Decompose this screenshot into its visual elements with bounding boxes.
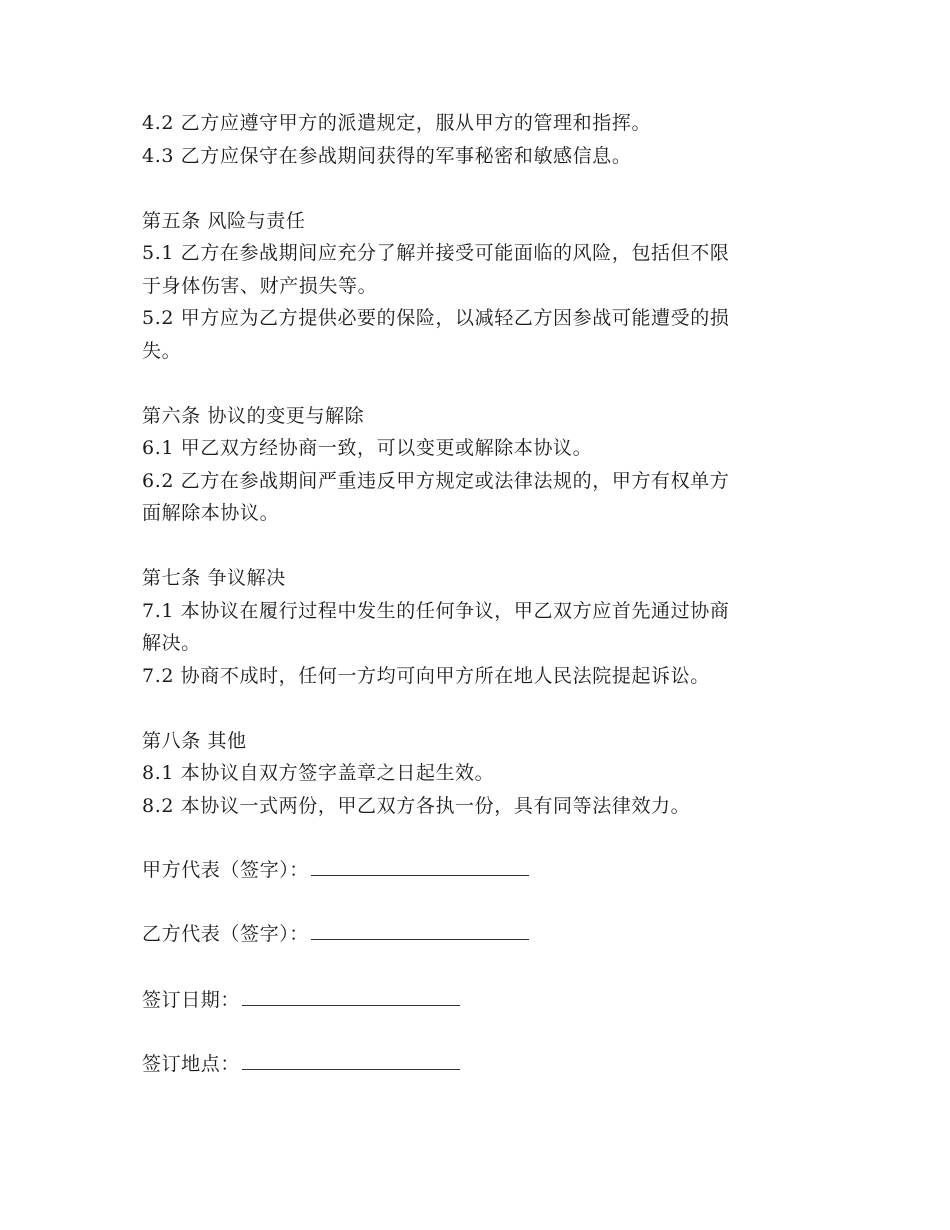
clause-7-1-cont: 解决。 [142,632,201,654]
clause-7-1: 7.1 本协议在履行过程中发生的任何争议，甲乙双方应首先通过协商 [142,599,730,622]
signing-place-label: 签订地点： [142,1053,241,1075]
document-body [142,107,802,822]
signing-place-row [142,1049,460,1076]
spacer [142,530,802,563]
clause-5-2-cont: 失。 [142,339,182,362]
clause-6-2: 6.2 乙方在参战期间严重违反甲方规定或法律法规的，甲方有权单方 [142,469,730,492]
clause-6-1: 6.1 甲乙双方经协商一致，可以变更或解除本协议。 [142,437,593,459]
clause-4-3: 4.3 乙方应保守在参战期间获得的军事秘密和敏感信息。 [142,144,632,167]
party-a-signature-row [142,855,529,882]
clause-5-1-cont: 于身体伤害、财产损失等。 [142,274,378,297]
clause-7-2: 7.2 协商不成时，任何一方均可向甲方所在地人民法院提起诉讼。 [142,664,710,687]
article-6-heading: 第六条 协议的变更与解除 [142,404,365,427]
clause-4-2: 4.2 乙方应遵守甲方的派遣规定，服从甲方的管理和指挥。 [142,112,652,134]
signing-date-row [142,985,460,1012]
signing-date-label: 签订日期： [142,989,241,1011]
signing-place-line[interactable] [242,1053,460,1070]
party-b-signature-line[interactable] [311,923,529,940]
article-7-heading: 第七条 争议解决 [142,567,286,589]
clause-6-2-cont: 面解除本协议。 [142,502,280,524]
party-b-signature-row [142,919,529,946]
party-b-signature-label: 乙方代表（签字）： [142,923,309,945]
spacer [142,692,802,725]
clause-5-2: 5.2 甲方应为乙方提供必要的保险，以减轻乙方因参战可能遭受的损 [142,307,730,329]
spacer [142,172,802,205]
party-a-signature-label: 甲方代表（签字）： [142,859,309,881]
clause-8-1: 8.1 本协议自双方签字盖章之日起生效。 [142,762,495,784]
signing-date-line[interactable] [242,989,460,1006]
clause-5-1: 5.1 乙方在参战期间应充分了解并接受可能面临的风险，包括但不限 [142,242,730,264]
party-a-signature-line[interactable] [311,859,529,876]
article-5-heading: 第五条 风险与责任 [142,209,306,232]
spacer [142,367,802,400]
article-8-heading: 第八条 其他 [142,729,247,752]
clause-8-2: 8.2 本协议一式两份，甲乙双方各执一份，具有同等法律效力。 [142,794,691,817]
